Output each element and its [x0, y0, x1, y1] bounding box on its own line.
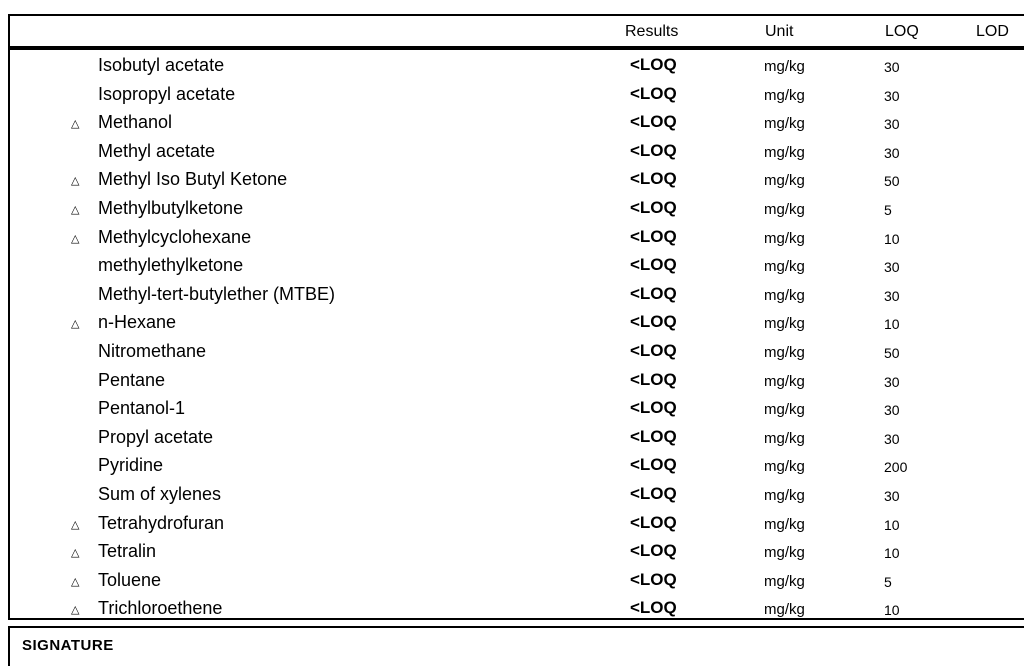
result-value: <LOQ [630, 598, 677, 618]
unit-value: mg/kg [764, 343, 805, 361]
analyte-name: Methylcyclohexane [98, 226, 252, 247]
loq-value: 30 [884, 373, 900, 390]
unit-value: mg/kg [764, 572, 805, 590]
loq-value: 5 [884, 201, 892, 218]
table-row [10, 339, 1024, 368]
warning-triangle-icon: △ [71, 604, 80, 617]
loq-value: 30 [884, 116, 900, 133]
table-body [10, 53, 1024, 625]
unit-value: mg/kg [764, 86, 805, 104]
unit-value: mg/kg [764, 229, 805, 247]
table-row [10, 453, 1024, 482]
result-value: <LOQ [630, 541, 677, 561]
column-header-lod: LOD [976, 23, 1009, 40]
table-row [10, 482, 1024, 511]
table-row [10, 539, 1024, 568]
signature-label: SIGNATURE [22, 637, 114, 654]
result-value: <LOQ [630, 398, 677, 418]
analyte-name: Pentane [98, 369, 166, 390]
result-value: <LOQ [630, 283, 677, 303]
result-value: <LOQ [630, 226, 677, 246]
loq-value: 30 [884, 87, 900, 104]
loq-value: 50 [884, 344, 900, 361]
result-value: <LOQ [630, 569, 677, 589]
warning-triangle-icon: △ [71, 175, 80, 188]
table-row [10, 396, 1024, 425]
result-value: <LOQ [630, 369, 677, 389]
loq-value: 30 [884, 144, 900, 161]
unit-value: mg/kg [764, 458, 805, 476]
unit-value: mg/kg [764, 315, 805, 333]
result-value: <LOQ [630, 483, 677, 503]
table-row [10, 53, 1024, 82]
column-header-loq: LOQ [885, 23, 919, 40]
table-row [10, 310, 1024, 339]
loq-value: 5 [884, 573, 892, 590]
analyte-name: Isobutyl acetate [98, 55, 225, 75]
column-header-results: Results [625, 23, 679, 40]
table-row [10, 425, 1024, 454]
loq-value: 30 [884, 487, 900, 504]
warning-triangle-icon: △ [71, 203, 80, 216]
result-value: <LOQ [630, 455, 677, 475]
analyte-name: Pentanol-1 [98, 398, 186, 419]
unit-value: mg/kg [764, 401, 805, 419]
unit-value: mg/kg [764, 172, 805, 190]
result-value: <LOQ [630, 255, 677, 275]
result-value: <LOQ [630, 112, 677, 132]
analyte-name: Methylbutylketone [98, 197, 244, 218]
table-row [10, 82, 1024, 111]
table-header [10, 16, 1024, 50]
analyte-name: Toluene [98, 569, 162, 590]
unit-value: mg/kg [764, 486, 805, 504]
loq-value: 10 [884, 316, 900, 333]
analyte-name: Methyl acetate [98, 140, 216, 161]
table-row [10, 596, 1024, 625]
result-value: <LOQ [630, 340, 677, 360]
analyte-name: Sum of xylenes [98, 483, 222, 504]
result-value: <LOQ [630, 55, 677, 74]
table-row [10, 511, 1024, 540]
table-row [10, 282, 1024, 311]
loq-value: 10 [884, 516, 900, 533]
signature-section [8, 626, 1024, 666]
unit-value: mg/kg [764, 429, 805, 447]
unit-value: mg/kg [764, 58, 805, 75]
results-table [8, 14, 1024, 620]
table-row [10, 167, 1024, 196]
table-row [10, 110, 1024, 139]
unit-value: mg/kg [764, 115, 805, 133]
result-value: <LOQ [630, 426, 677, 446]
loq-value: 30 [884, 59, 900, 75]
unit-value: mg/kg [764, 601, 805, 619]
table-row [10, 196, 1024, 225]
analyte-name: Propyl acetate [98, 426, 214, 447]
result-value: <LOQ [630, 512, 677, 532]
loq-value: 10 [884, 230, 900, 247]
analyte-name: Nitromethane [98, 340, 207, 361]
warning-triangle-icon: △ [71, 318, 80, 331]
analyte-name: Methanol [98, 112, 173, 133]
analyte-name: n-Hexane [98, 312, 177, 333]
loq-value: 200 [884, 459, 908, 476]
table-row [10, 139, 1024, 168]
warning-triangle-icon: △ [71, 232, 80, 245]
analyte-name: Pyridine [98, 455, 164, 476]
loq-value: 30 [884, 287, 900, 304]
result-value: <LOQ [630, 140, 677, 160]
unit-value: mg/kg [764, 544, 805, 562]
loq-value: 50 [884, 173, 900, 190]
result-value: <LOQ [630, 197, 677, 217]
analyte-name: Tetrahydrofuran [98, 512, 225, 533]
loq-value: 30 [884, 402, 900, 419]
unit-value: mg/kg [764, 286, 805, 304]
result-value: <LOQ [630, 83, 677, 103]
warning-triangle-icon: △ [71, 518, 80, 531]
analyte-name: methylethylketone [98, 255, 244, 276]
loq-value: 10 [884, 602, 900, 619]
column-header-unit: Unit [765, 23, 794, 40]
loq-value: 30 [884, 430, 900, 447]
analyte-name: Isopropyl acetate [98, 83, 236, 104]
warning-triangle-icon: △ [71, 575, 80, 588]
unit-value: mg/kg [764, 143, 805, 161]
unit-value: mg/kg [764, 515, 805, 533]
result-value: <LOQ [630, 312, 677, 332]
warning-triangle-icon: △ [71, 547, 80, 560]
table-row [10, 253, 1024, 282]
warning-triangle-icon: △ [71, 118, 80, 131]
analyte-name: Trichloroethene [98, 598, 223, 619]
unit-value: mg/kg [764, 372, 805, 390]
result-value: <LOQ [630, 169, 677, 189]
analyte-name: Methyl-tert-butylether (MTBE) [98, 283, 336, 304]
analyte-name: Methyl Iso Butyl Ketone [98, 169, 288, 190]
table-row [10, 368, 1024, 397]
loq-value: 30 [884, 259, 900, 276]
table-row [10, 225, 1024, 254]
unit-value: mg/kg [764, 200, 805, 218]
loq-value: 10 [884, 545, 900, 562]
analyte-name: Tetralin [98, 541, 157, 562]
unit-value: mg/kg [764, 258, 805, 276]
table-row [10, 568, 1024, 597]
